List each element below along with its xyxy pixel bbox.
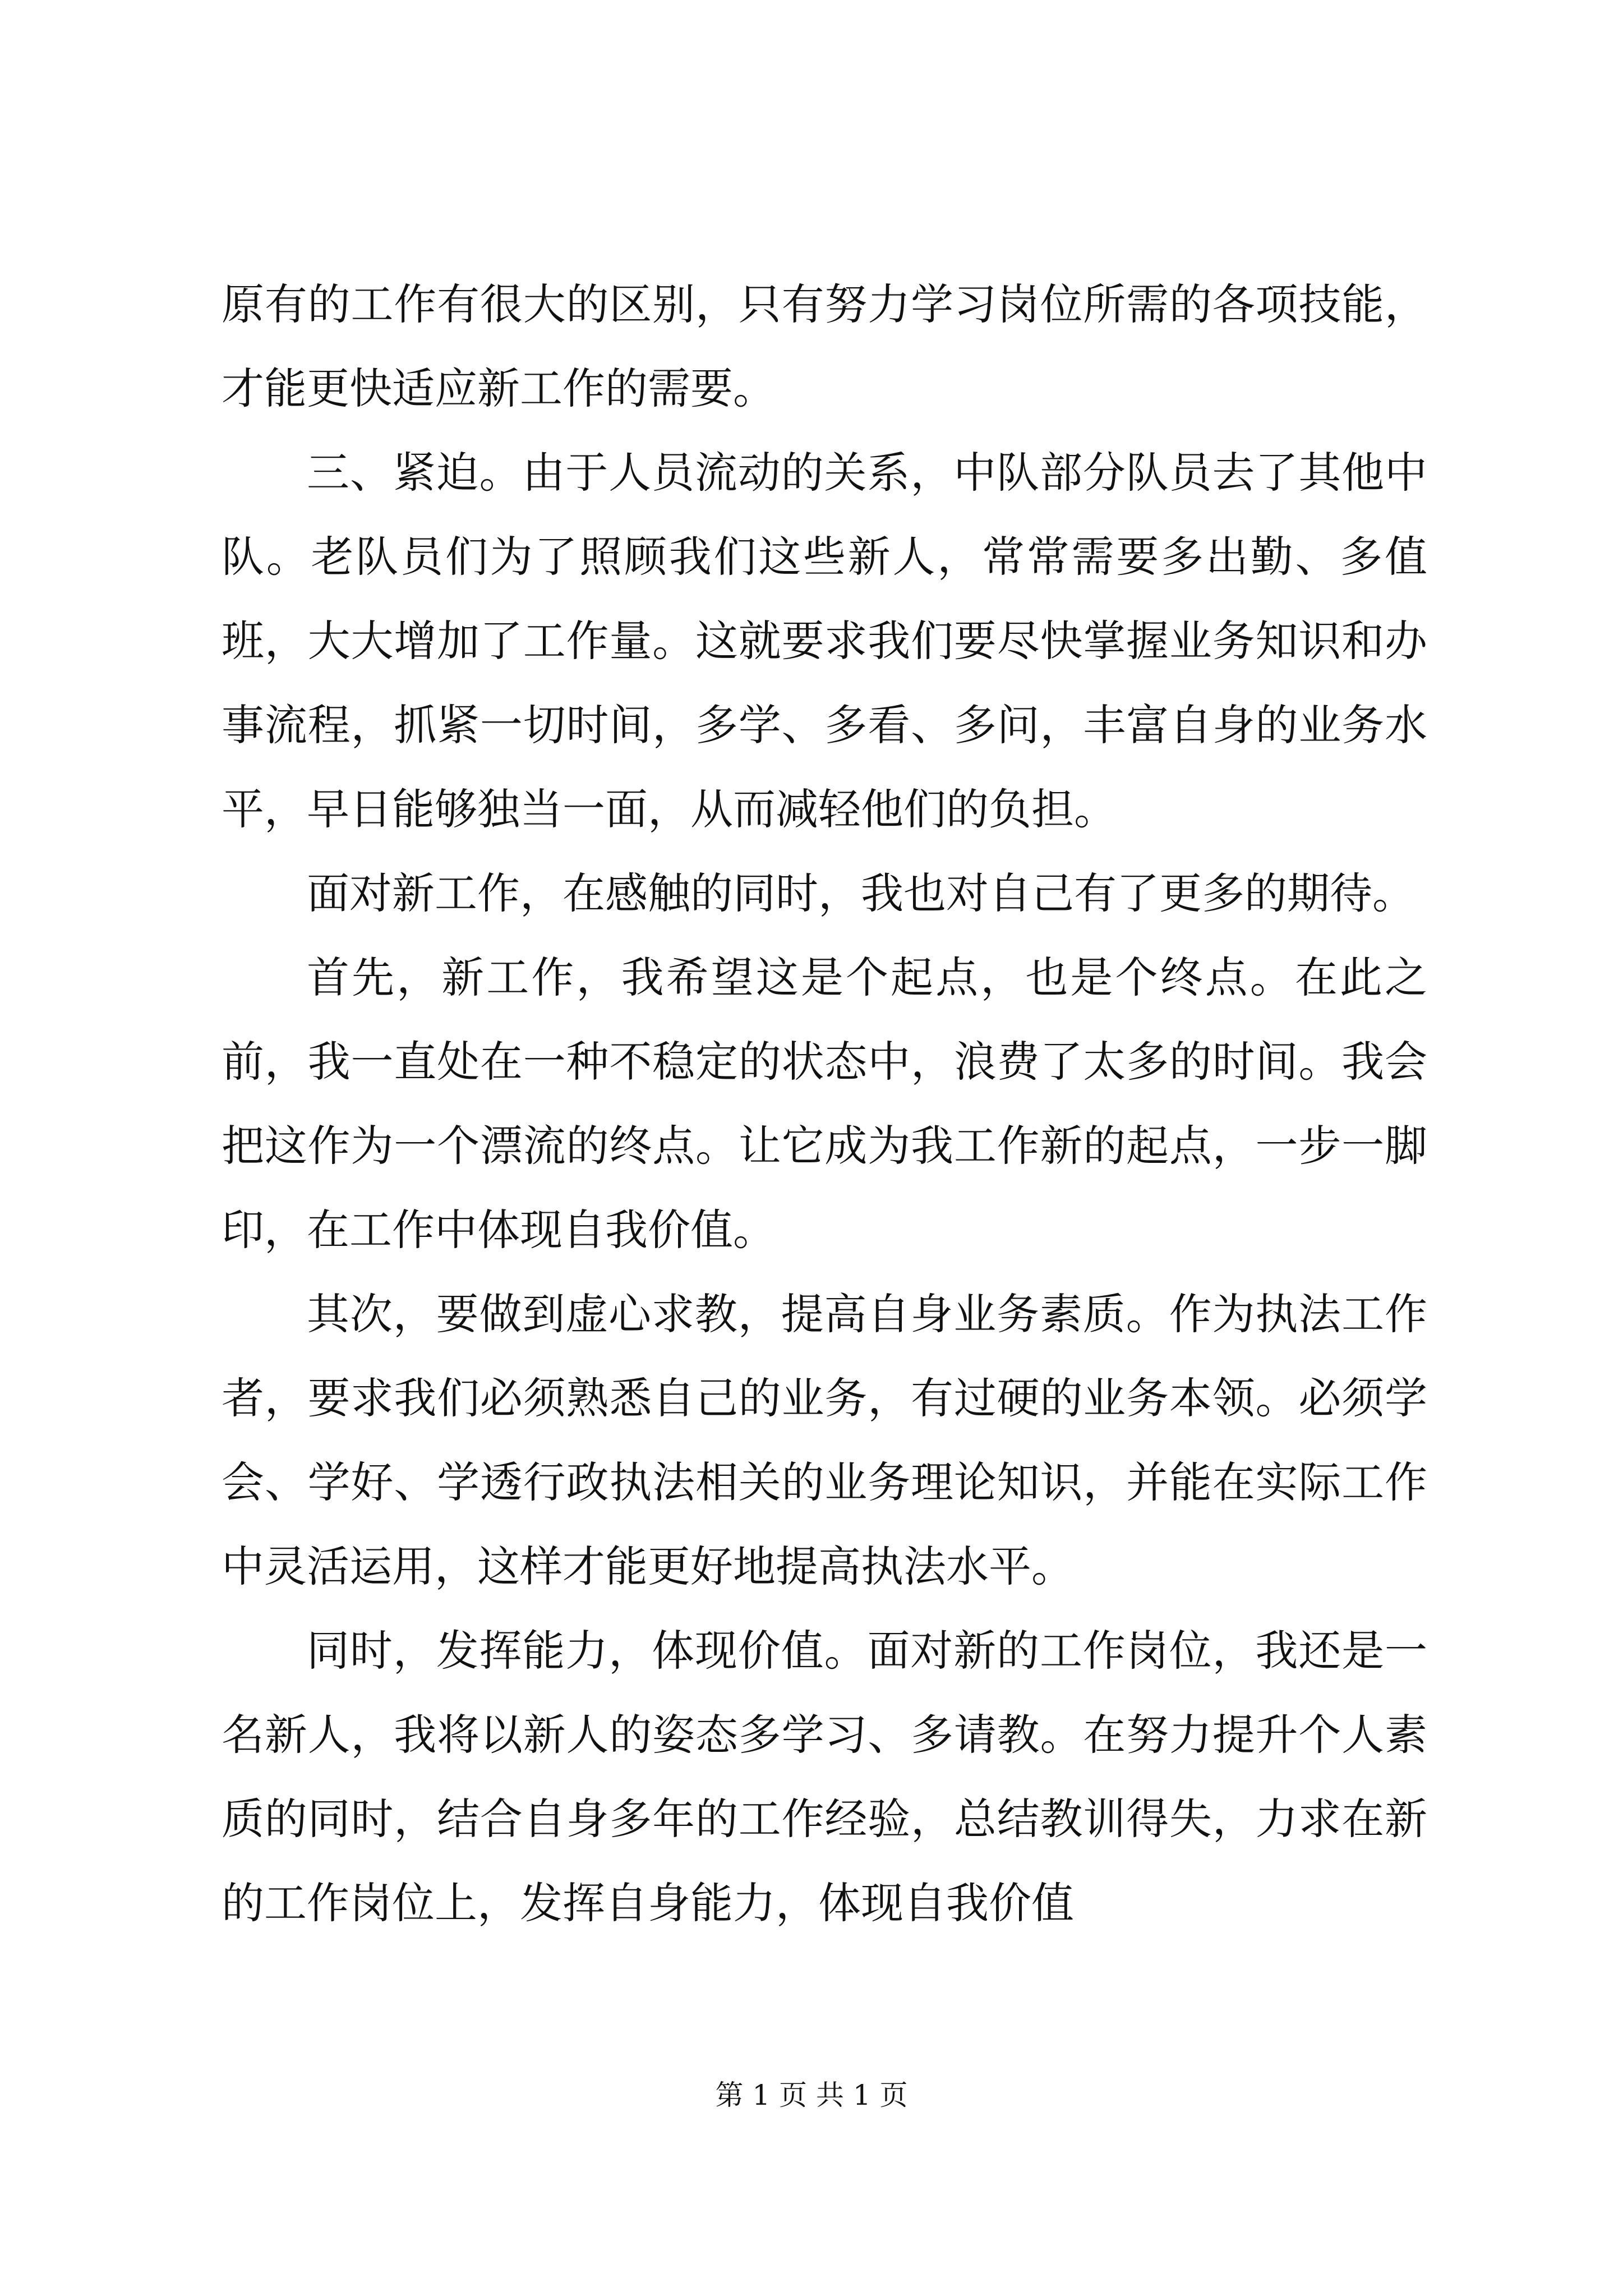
document-body: [222, 263, 1427, 1945]
paragraph-1: 原有的工作有很大的区别，只有努力学习岗位所需的各项技能，才能更快适应新工作的需要。: [222, 279, 1427, 413]
paragraph-3: 面对新工作，在感触的同时，我也对自己有了更多的期待。: [307, 868, 1415, 918]
paragraph-4: 首先，新工作，我希望这是个起点，也是个终点。在此之前，我一直处在一种不稳定的状态中，浪费了太多的时间。我会把这作为一个漂流的终点。让它成为我工作新的起点，一步一脚印，在工作中体现自我价值。: [222, 953, 1427, 1255]
page-footer: 第 1 页 共 1 页: [715, 2079, 908, 2111]
paragraph-6: 同时，发挥能力，体现价值。面对新的工作岗位，我还是一名新人，我将以新人的姿态多学习、多请教。在努力提升个人素质的同时，结合自身多年的工作经验，总结教训得失，力求在新的工作岗位上，发挥自身能力，体现自我价值: [222, 1626, 1427, 1928]
paragraph-2: 三、紧迫。由于人员流动的关系，中队部分队员去了其他中队。老队员们为了照顾我们这些新人，常常需要多出勤、多值班，大大增加了工作量。这就要求我们要尽快掌握业务知识和办事流程，抓紧一切时间，多学、多看、多问，丰富自身的业务水平，早日能够独当一面，从而减轻他们的负担。: [222, 448, 1427, 834]
paragraph-5: 其次，要做到虚心求教，提高自身业务素质。作为执法工作者，要求我们必须熟悉自己的业务，有过硬的业务本领。必须学会、学好、学透行政执法相关的业务理论知识，并能在实际工作中灵活运用，这样才能更好地提高执法水平。: [222, 1289, 1427, 1591]
